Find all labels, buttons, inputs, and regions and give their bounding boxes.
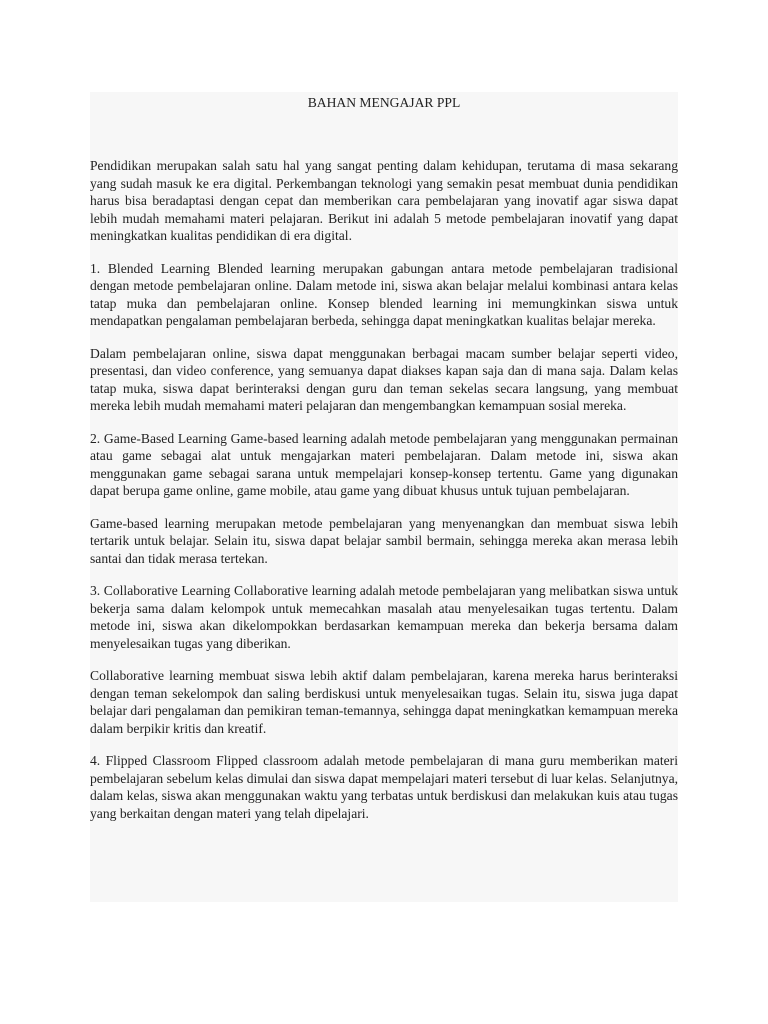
paragraph-flipped-classroom: 4. Flipped Classroom Flipped classroom adalah metode pembelajaran di mana guru memberikan materi pembelajaran sebelum kelas dimulai dan siswa dapat mempelajari materi tersebut di luar kelas. Selanjutnya, dalam kelas, siswa akan menggunakan waktu yang terbatas untuk berdiskusi dan melakukan kuis atau tugas yang berkaitan dengan materi yang telah dipelajari.: [90, 753, 678, 821]
paragraph-game-based-learning: 2. Game-Based Learning Game-based learning adalah metode pembelajaran yang menggunakan permainan atau game sebagai alat untuk mengajarkan materi pembelajaran. Dalam metode ini, siswa akan menggunakan game sebagai sarana untuk mempelajari konsep-konsep tertentu. Game yang digunakan dapat berupa game online, game mobile, atau game yang dibuat khusus untuk tujuan pembelajaran.: [90, 430, 678, 498]
document-title: BAHAN MENGAJAR PPL: [307, 95, 461, 110]
paragraph-collaborative-learning-detail: Collaborative learning membuat siswa lebih aktif dalam pembelajaran, karena mereka harus berinteraksi dengan teman sekelompok dan saling berdiskusi untuk menyelesaikan tugas. Selain itu, siswa juga dapat belajar dari pengalaman dan pemikiran teman-temannya, sehingga dapat meningkatkan kemampuan mereka dalam berpikir kritis dan kreatif.: [90, 668, 678, 736]
paragraph-blended-learning-detail: Dalam pembelajaran online, siswa dapat menggunakan berbagai macam sumber belajar seperti video, presentasi, dan video conference, yang semuanya dapat diakses kapan saja dan di mana saja. Dalam kelas tatap muka, siswa dapat berinteraksi dengan guru dan teman sekelas secara langsung, yang membuat mereka lebih mudah memahami materi pelajaran dan mengembangkan kemampuan sosial mereka.: [90, 345, 678, 413]
paragraph-blended-learning: 1. Blended Learning Blended learning merupakan gabungan antara metode pembelajaran tradisional dengan metode pembelajaran online. Dalam metode ini, siswa akan belajar melalui kombinasi antara kelas tatap muka dan pembelajaran online. Konsep blended learning ini memungkinkan siswa untuk mendapatkan pengalaman pembelajaran berbeda, sehingga dapat meningkatkan kualitas belajar mereka.: [90, 260, 678, 328]
paragraph-intro: Pendidikan merupakan salah satu hal yang sangat penting dalam kehidupan, terutama di masa sekarang yang sudah masuk ke era digital. Perkembangan teknologi yang semakin pesat membuat dunia pendidikan harus bisa beradaptasi dengan cepat dan memberikan cara pembelajaran yang inovatif agar siswa dapat lebih mudah memahami materi pelajaran. Berikut ini adalah 5 metode pembelajaran inovatif yang dapat meningkatkan kualitas pendidikan di era digital.: [90, 158, 678, 243]
document-page: [90, 92, 678, 902]
paragraph-collaborative-learning: 3. Collaborative Learning Collaborative learning adalah metode pembelajaran yang melibatkan siswa untuk bekerja sama dalam kelompok untuk memecahkan masalah atau menyelesaikan tugas tertentu. Dalam metode ini, siswa akan dikelompokkan berdasarkan kemampuan mereka dan bekerja bersama dalam menyelesaikan tugas yang diberikan.: [90, 583, 678, 651]
paragraph-game-based-learning-detail: Game-based learning merupakan metode pembelajaran yang menyenangkan dan membuat siswa lebih tertarik untuk belajar. Selain itu, siswa dapat belajar sambil bermain, sehingga mereka akan merasa lebih santai dan tidak merasa tertekan.: [90, 515, 678, 566]
